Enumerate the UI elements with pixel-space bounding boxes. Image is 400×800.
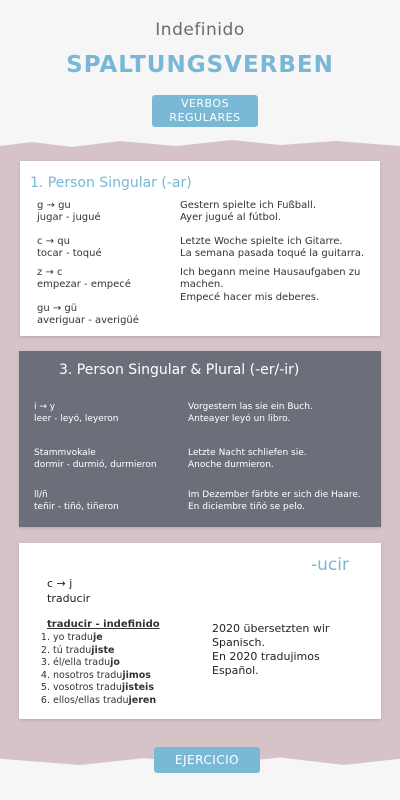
verb-example: dormir - durmió, durmieron — [34, 460, 157, 470]
german-sentence: Im Dezember färbte er sich die Haare. — [188, 490, 361, 500]
conjugation-item: 6. ellos/ellas tradujeren — [53, 695, 156, 708]
rule-text: Stammvokale — [34, 448, 96, 458]
german-sentence: Vorgestern las sie ein Buch. — [188, 402, 313, 412]
conjugation-title: traducir - indefinido — [47, 619, 160, 630]
conjugation-item: 4. nosotros tradujimos — [53, 670, 156, 683]
spanish-sentence: En diciembre tiñó se pelo. — [188, 502, 305, 512]
section-heading: -ucir — [311, 555, 349, 575]
rule-text: c → qu — [37, 236, 70, 247]
german-sentence-line2: machen. — [180, 279, 224, 290]
verb-example: teñir - tiñó, tiñeron — [34, 502, 119, 512]
category-tag-line2: REGULARES — [169, 111, 241, 124]
verb-example: empezar - empecé — [37, 279, 131, 290]
page-subtitle: SPALTUNGSVERBEN — [66, 52, 334, 78]
verb-example: leer - leyó, leyeron — [34, 414, 119, 424]
section-heading: 1. Person Singular (-ar) — [30, 175, 192, 191]
section-heading: 3. Person Singular & Plural (-er/-ir) — [59, 362, 300, 378]
german-sentence: Letzte Nacht schliefen sie. — [188, 448, 307, 458]
section-ucir-card — [19, 543, 381, 719]
spanish-sentence: Ayer jugué al fútbol. — [180, 212, 281, 223]
conjugation-item: 2. tú tradujiste — [53, 645, 156, 658]
section-first-person-card — [20, 161, 380, 336]
spanish-sentence: Empecé hacer mis deberes. — [180, 292, 320, 303]
verb-example: tocar - toqué — [37, 248, 102, 259]
spanish-sentence-line1: En 2020 tradujimos — [212, 650, 320, 663]
rule-text: z → c — [37, 267, 63, 278]
verb-example: jugar - jugué — [37, 212, 101, 223]
category-tag-line1: VERBOS — [180, 97, 230, 110]
rule-text: g → gu — [37, 200, 71, 211]
category-tag — [152, 95, 258, 127]
spanish-sentence: Anoche durmieron. — [188, 460, 274, 470]
verb-example: traducir — [47, 592, 91, 605]
rule-text: c → j — [47, 577, 73, 590]
german-sentence: Letzte Woche spielte ich Gitarre. — [180, 236, 343, 247]
verb-example: averiguar - averigüé — [37, 315, 139, 326]
rule-text: gu → gü — [37, 303, 78, 314]
section-third-person-card — [19, 351, 381, 527]
spanish-sentence: La semana pasada toqué la guitarra. — [180, 248, 365, 259]
exercise-button[interactable]: EJERCICIO — [154, 747, 260, 773]
german-sentence-line1: 2020 übersetzten wir — [212, 622, 330, 635]
rule-text: i → y — [34, 402, 56, 412]
german-sentence-line2: Spanisch. — [212, 636, 265, 649]
conjugation-item: 5. vosotros tradujisteis — [53, 682, 156, 695]
page-title: Indefinido — [155, 20, 245, 40]
spanish-sentence-line2: Español. — [212, 664, 259, 677]
conjugation-list — [37, 632, 156, 707]
german-sentence-line1: Ich begann meine Hausaufgaben zu — [180, 267, 361, 278]
rule-text: ll/ñ — [34, 490, 48, 500]
conjugation-item: 1. yo traduje — [53, 632, 156, 645]
spanish-sentence: Anteayer leyó un libro. — [188, 414, 291, 424]
conjugation-item: 3. él/ella tradujo — [53, 657, 156, 670]
german-sentence: Gestern spielte ich Fußball. — [180, 200, 317, 211]
